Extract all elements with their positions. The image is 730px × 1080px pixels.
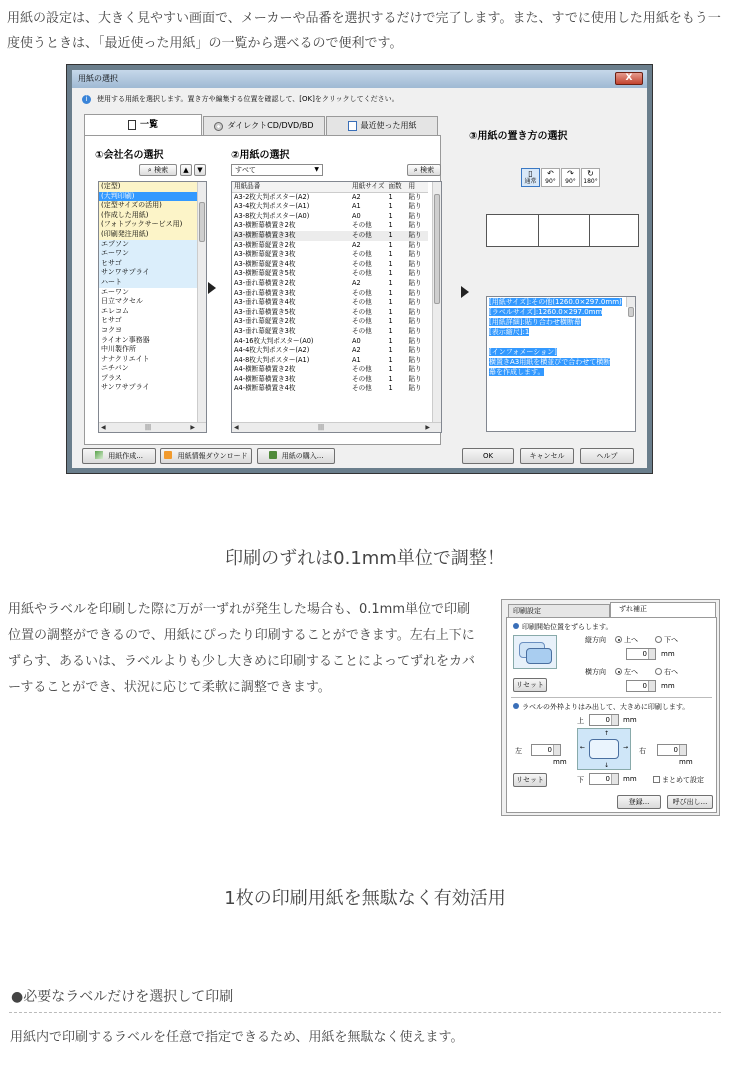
table-row[interactable] — [232, 384, 428, 394]
recall-button[interactable]: 呼び出し... — [667, 795, 713, 809]
company-item[interactable]: サンワサプライ — [99, 268, 206, 278]
preview-divider — [538, 215, 539, 246]
list-icon — [128, 120, 136, 130]
company-item[interactable]: (フォトブックサービス用) — [99, 220, 206, 230]
company-item[interactable]: エーワン — [101, 287, 129, 296]
info-text: 使用する用紙を選択します。置き方や編集する位置を確認して、[OK]をクリックしてください。 — [97, 95, 399, 103]
detail-lines — [487, 297, 635, 376]
table-cell: A3-垂れ幕縦置き2枚 — [234, 317, 296, 326]
table-cell: その他 — [352, 221, 372, 230]
unit-mm: mm — [661, 650, 675, 658]
table-cell: 貼り — [408, 250, 422, 259]
window-body — [72, 88, 647, 468]
table-cell: A4-横断幕横置き4枚 — [234, 384, 296, 393]
table-cell: 貼り — [408, 269, 422, 278]
detail-line — [488, 367, 635, 377]
horizontal-input[interactable]: 0 — [626, 680, 656, 692]
table-cell: その他 — [352, 250, 372, 259]
radio-left[interactable]: 左へ — [615, 667, 638, 677]
section-paper: ②用紙の選択 — [231, 150, 290, 161]
table-cell: 1 — [388, 336, 393, 345]
table-cell: その他 — [352, 298, 372, 307]
help-button[interactable]: ヘルプ — [580, 448, 634, 464]
table-row[interactable] — [232, 289, 428, 299]
unit-mm: mm — [553, 758, 567, 766]
table-cell: 貼り — [408, 211, 422, 220]
table-cell: 貼り — [408, 202, 422, 211]
table-cell: 1 — [388, 192, 393, 201]
heading-offset: 印刷のずれは0.1mm単位で調整！ — [225, 548, 505, 569]
table-cell: 1 — [388, 221, 393, 230]
company-item[interactable]: プラス — [101, 373, 122, 382]
table-cell: その他 — [352, 384, 372, 393]
table-cell: 1 — [388, 346, 393, 355]
table-row[interactable] — [232, 356, 428, 366]
window-title-bar — [72, 70, 647, 88]
shift-preview-icon — [513, 635, 557, 669]
table-cell: A4-4枚大判ポスター(A2) — [234, 346, 310, 355]
table-cell: 貼り — [408, 346, 422, 355]
download-label: 用紙情報ダウンロード — [177, 452, 248, 460]
table-cell: 1 — [388, 374, 393, 383]
table-cell: A3-垂れ幕横置き5枚 — [234, 307, 296, 316]
table-cell: 1 — [388, 269, 393, 278]
company-item[interactable]: ハート — [99, 278, 206, 288]
company-search-label: 検索 — [154, 166, 169, 174]
download-button[interactable] — [160, 448, 252, 464]
create-paper-label: 用紙作成... — [108, 452, 143, 460]
orientation-label: 180° — [583, 178, 598, 185]
paper-filter-select[interactable] — [231, 164, 323, 176]
rotate-left-icon: ↶ — [547, 169, 554, 178]
table-cell: 貼り — [408, 365, 422, 374]
orientation-option[interactable] — [521, 168, 540, 187]
table-cell: 1 — [388, 288, 393, 297]
cancel-button[interactable]: キャンセル — [520, 448, 574, 464]
right-input[interactable]: 0 — [657, 744, 687, 756]
table-cell: その他 — [352, 269, 372, 278]
paper-select-window — [66, 64, 653, 474]
table-cell: 1 — [388, 202, 393, 211]
table-cell: 1 — [388, 259, 393, 268]
section-orientation: ③用紙の置き方の選択 — [469, 131, 568, 142]
company-item[interactable]: エレコム — [101, 306, 129, 315]
disc-icon — [214, 122, 223, 131]
table-cell: A4-横断幕横置き3枚 — [234, 374, 296, 383]
tab-list[interactable] — [84, 114, 202, 135]
company-item[interactable]: ヒサゴ — [99, 259, 206, 269]
company-item[interactable]: (印刷発注用紙) — [99, 230, 206, 240]
header-use[interactable]: 用 — [406, 182, 428, 192]
move-down-button[interactable]: ▼ — [194, 164, 206, 176]
table-cell: 貼り — [408, 259, 422, 268]
table-cell: その他 — [352, 326, 372, 335]
radio-down[interactable]: 下へ — [655, 635, 678, 645]
table-cell: 貼り — [408, 374, 422, 383]
company-item[interactable]: ニチバン — [101, 364, 129, 373]
orientation-label: 90° — [565, 178, 576, 185]
table-cell: 1 — [388, 326, 393, 335]
detail-text: [用紙詳細]:貼り合わせ横断幕 — [489, 318, 581, 326]
table-row[interactable] — [232, 221, 428, 231]
section-company: ①会社名の選択 — [95, 150, 164, 161]
table-row[interactable] — [232, 241, 428, 251]
shift-title: 印刷開始位置をずらします。 — [513, 622, 612, 632]
table-cell: A3-横断幕縦置き4枚 — [234, 259, 296, 268]
detail-line — [488, 327, 635, 337]
table-cell: A3-4枚大判ポスター(A1) — [234, 202, 310, 211]
company-item[interactable]: サンワサプライ — [101, 383, 150, 392]
table-cell: A2 — [352, 240, 361, 249]
table-cell: 1 — [388, 317, 393, 326]
detail-text: [ラベルサイズ]:1260.0×297.0mm — [489, 308, 603, 316]
top-label: 上 — [577, 717, 584, 725]
bottom-label: 下 — [577, 776, 584, 784]
table-cell: A3-垂れ幕横置き2枚 — [234, 278, 296, 287]
vertical-label: 縦方向 — [585, 636, 606, 644]
tab-direct-cd[interactable] — [203, 116, 325, 135]
orientation-option[interactable] — [581, 168, 600, 187]
orientation-option[interactable] — [541, 168, 560, 187]
table-row[interactable] — [232, 317, 428, 327]
table-cell: A4-8枚大判ポスター(A1) — [234, 355, 310, 364]
tab-bar — [84, 116, 439, 135]
table-cell: その他 — [352, 307, 372, 316]
feature-description: 用紙内で印刷するラベルを任意で指定できるため、用紙を無駄なく使えます。 — [10, 1030, 464, 1045]
recent-icon — [348, 121, 357, 131]
create-paper-button[interactable] — [82, 448, 156, 464]
horizontal-label: 横方向 — [585, 668, 606, 676]
reset-expand-button[interactable]: リセット — [513, 773, 547, 787]
table-cell: 貼り — [408, 278, 422, 287]
scroll-thumb[interactable] — [628, 307, 634, 317]
table-cell: 貼り — [408, 221, 422, 230]
window-title: 用紙の選択 — [78, 74, 118, 83]
company-item[interactable]: (定型サイズの活用) — [99, 201, 206, 211]
scroll-thumb[interactable] — [434, 194, 440, 304]
download-icon — [164, 451, 172, 459]
table-cell: A3-横断幕縦置き3枚 — [234, 250, 296, 259]
detail-text: 幕を作成します。 — [489, 368, 545, 376]
table-row[interactable] — [232, 327, 428, 337]
company-items — [99, 182, 206, 393]
company-item[interactable]: コクヨ — [101, 325, 122, 334]
unit-mm: mm — [661, 682, 675, 690]
table-row[interactable] — [232, 337, 428, 347]
preview-divider — [589, 215, 590, 246]
expand-title: ラベルの外枠よりはみ出して、大きめに印刷します。 — [513, 702, 689, 712]
table-cell: 1 — [388, 278, 393, 287]
table-cell: A2 — [352, 278, 361, 287]
table-row[interactable] — [232, 365, 428, 375]
offset-dialog — [501, 599, 720, 816]
bullet-icon — [513, 703, 519, 709]
company-item[interactable]: ヒサゴ — [101, 316, 122, 325]
paper-list[interactable] — [231, 181, 442, 433]
table-cell: A3-横断幕縦置き5枚 — [234, 269, 296, 278]
table-cell: A3-横断幕横置き2枚 — [234, 221, 296, 230]
paper-detail-box[interactable] — [486, 296, 636, 432]
detail-line — [488, 317, 635, 327]
table-cell: A3-垂れ幕縦置き3枚 — [234, 326, 296, 335]
expand-preview-icon: ↑ ↓ ← → — [577, 728, 631, 770]
info-icon: i — [82, 95, 91, 104]
company-item[interactable]: (大判印刷) — [99, 192, 206, 202]
bullet-icon — [513, 623, 519, 629]
radio-up[interactable]: 上へ — [615, 635, 638, 645]
company-item[interactable]: ナナクリエイト — [101, 354, 150, 363]
close-icon[interactable]: X — [615, 72, 643, 85]
company-hscroll[interactable]: ◀ ||| ▶ — [99, 422, 206, 432]
table-cell: 貼り — [408, 384, 422, 393]
table-row[interactable] — [232, 231, 428, 241]
divider — [511, 697, 712, 698]
rotate-180-icon: ↻ — [587, 169, 594, 178]
company-item[interactable]: (定型) — [99, 182, 206, 192]
company-vscroll[interactable] — [197, 182, 206, 422]
arrow-right-icon — [208, 282, 216, 294]
table-row[interactable] — [232, 250, 428, 260]
arrow-right-icon — [461, 286, 469, 298]
detail-line — [488, 337, 635, 347]
table-cell: 1 — [388, 250, 393, 259]
orientation-option[interactable] — [561, 168, 580, 187]
tab-recent-label: 最近使った用紙 — [360, 121, 417, 130]
tab-direct-cd-label: ダイレクトCD/DVD/BD — [227, 121, 314, 130]
table-cell: 貼り — [408, 298, 422, 307]
table-cell: 1 — [388, 307, 393, 316]
vertical-input[interactable]: 0 — [626, 648, 656, 660]
table-row[interactable] — [232, 202, 428, 212]
dashed-divider — [9, 1012, 721, 1013]
table-cell: 1 — [388, 240, 393, 249]
table-cell: 貼り — [408, 336, 422, 345]
list-panel — [84, 135, 441, 445]
move-up-button[interactable]: ▲ — [180, 164, 192, 176]
table-cell: 貼り — [408, 192, 422, 201]
table-cell: その他 — [352, 374, 372, 383]
table-row[interactable] — [232, 308, 428, 318]
create-paper-icon — [95, 451, 103, 459]
filter-value: すべて — [235, 166, 256, 174]
orientation-label: 90° — [545, 178, 556, 185]
header-code[interactable]: 用紙品番 — [232, 182, 350, 192]
table-row[interactable] — [232, 298, 428, 308]
table-cell: A3-横断幕縦置き2枚 — [234, 240, 296, 249]
detail-line — [488, 357, 635, 367]
table-cell: 1 — [388, 298, 393, 307]
table-cell: A1 — [352, 355, 361, 364]
rotate-right-icon: ↷ — [567, 169, 574, 178]
table-cell: A3-垂れ幕横置き4枚 — [234, 298, 296, 307]
info-message — [82, 94, 399, 104]
paper-search-label: 検索 — [420, 166, 435, 174]
chevron-down-icon: ▼ — [314, 166, 319, 173]
offset-panel — [506, 617, 717, 813]
header-faces[interactable]: 面数 — [386, 182, 406, 192]
company-item[interactable]: エプソン — [99, 240, 206, 250]
detail-line — [488, 297, 635, 307]
search-icon: ⌕ — [147, 166, 152, 174]
table-row[interactable] — [232, 260, 428, 270]
company-item[interactable]: 日立マクセル — [101, 297, 143, 306]
portrait-icon: ▯ — [528, 169, 533, 178]
paper-vscroll[interactable] — [432, 182, 441, 422]
ok-button[interactable]: OK — [462, 448, 514, 464]
company-item[interactable]: エーワン — [99, 249, 206, 259]
company-list[interactable] — [98, 181, 207, 433]
table-cell: A0 — [352, 336, 361, 345]
checkbox-icon — [653, 776, 660, 783]
cart-icon — [269, 451, 277, 459]
register-button[interactable]: 登録... — [617, 795, 661, 809]
paper-table — [232, 182, 428, 394]
left-input[interactable]: 0 — [531, 744, 561, 756]
detail-text: [用紙サイズ]:その他(1260.0×297.0mm) — [489, 298, 622, 306]
table-row[interactable] — [232, 269, 428, 279]
table-cell: A3-垂れ幕横置き3枚 — [234, 288, 296, 297]
together-checkbox[interactable]: まとめて設定 — [653, 775, 704, 785]
paper-rows — [232, 192, 428, 394]
tab-list-label: 一覧 — [139, 120, 158, 130]
table-row[interactable] — [232, 192, 428, 202]
tab-print-settings[interactable]: 印刷設定 — [508, 604, 610, 618]
orientation-label: 通常 — [524, 178, 537, 185]
table-cell: 貼り — [408, 355, 422, 364]
company-item[interactable]: 中川製作所 — [101, 345, 136, 354]
table-cell: A1 — [352, 202, 361, 211]
search-icon: ⌕ — [413, 166, 418, 174]
unit-mm: mm — [623, 775, 637, 783]
detail-line — [488, 347, 635, 357]
bottom-input[interactable]: 0 — [589, 773, 619, 785]
table-cell: その他 — [352, 365, 372, 374]
feature-heading: ●必要なラベルだけを選択して印刷 — [11, 989, 234, 1005]
tab-offset[interactable]: ずれ補正 — [610, 602, 716, 617]
offset-description: 用紙やラベルを印刷した際に万が一ずれが発生した場合も、0.1mm単位で印刷位置の調整ができるので、用紙にぴったり印刷することができます。左右上下にずらす、あるいは、ラベルよりも少し大きめに印刷することによってずれをカバーすることができ、状況に応じて柔軟に調整できます。 — [8, 602, 475, 695]
company-item[interactable]: (作成した用紙) — [99, 211, 206, 221]
table-cell: 貼り — [406, 231, 428, 241]
table-cell: その他 — [350, 231, 386, 241]
table-cell: 1 — [388, 211, 393, 220]
detail-vscroll[interactable] — [626, 297, 635, 307]
table-cell: その他 — [352, 288, 372, 297]
buy-paper-button[interactable] — [257, 448, 335, 464]
table-cell: 1 — [388, 355, 393, 364]
table-cell: A4-横断幕横置き2枚 — [234, 365, 296, 374]
company-item[interactable]: ライオン事務器 — [101, 335, 150, 344]
buy-paper-label: 用紙の購入... — [281, 452, 324, 460]
table-cell: 貼り — [408, 240, 422, 249]
scroll-thumb[interactable] — [199, 202, 205, 242]
table-cell: 1 — [388, 384, 393, 393]
table-cell: 貼り — [408, 317, 422, 326]
table-cell: 貼り — [408, 288, 422, 297]
table-cell: A3-横断幕横置き3枚 — [232, 231, 350, 241]
table-cell: A3-8枚大判ポスター(A0) — [234, 211, 310, 220]
paper-hscroll[interactable]: ◀ ||| ▶ — [232, 422, 441, 432]
company-search-button[interactable] — [139, 164, 177, 176]
unit-mm: mm — [623, 716, 637, 724]
table-cell: その他 — [352, 317, 372, 326]
radio-right[interactable]: 右へ — [655, 667, 678, 677]
unit-mm: mm — [679, 758, 693, 766]
table-cell: その他 — [352, 259, 372, 268]
tab-recent[interactable] — [326, 116, 438, 135]
top-input[interactable]: 0 — [589, 714, 619, 726]
table-cell: 1 — [388, 365, 393, 374]
paper-table-header — [232, 182, 428, 192]
header-size[interactable]: 用紙サイズ — [350, 182, 386, 192]
table-cell: 貼り — [408, 307, 422, 316]
intro-text: 用紙の設定は、大きく見やすい画面で、メーカーや品番を選択するだけで完了します。また、すでに使用した用紙をもう一度使うときは、「最近使った用紙」の一覧から選べるので便利です。 — [7, 11, 721, 51]
right-label: 右 — [639, 747, 646, 755]
detail-text: [表示縮尺]:1 — [489, 328, 530, 336]
paper-preview — [486, 214, 639, 247]
table-row[interactable] — [232, 279, 428, 289]
detail-line — [488, 307, 635, 317]
reset-shift-button[interactable]: リセット — [513, 678, 547, 692]
heading-efficient: 1枚の印刷用紙を無駄なく有効活用 — [224, 888, 506, 909]
table-row[interactable] — [232, 212, 428, 222]
table-cell: 貼り — [408, 326, 422, 335]
table-cell: A2 — [352, 192, 361, 201]
table-cell: 1 — [386, 231, 406, 241]
table-cell: A4-16枚大判ポスター(A0) — [234, 336, 314, 345]
table-cell: A3-2枚大判ポスター(A2) — [234, 192, 310, 201]
detail-text: [インフォメーション] — [489, 348, 557, 356]
table-cell: A2 — [352, 346, 361, 355]
left-label: 左 — [515, 747, 522, 755]
table-row[interactable] — [232, 346, 428, 356]
paper-search-button[interactable] — [407, 164, 441, 176]
detail-text: 横置きA3用紙を横並びで合わせて横断 — [489, 358, 611, 366]
table-cell: A0 — [352, 211, 361, 220]
